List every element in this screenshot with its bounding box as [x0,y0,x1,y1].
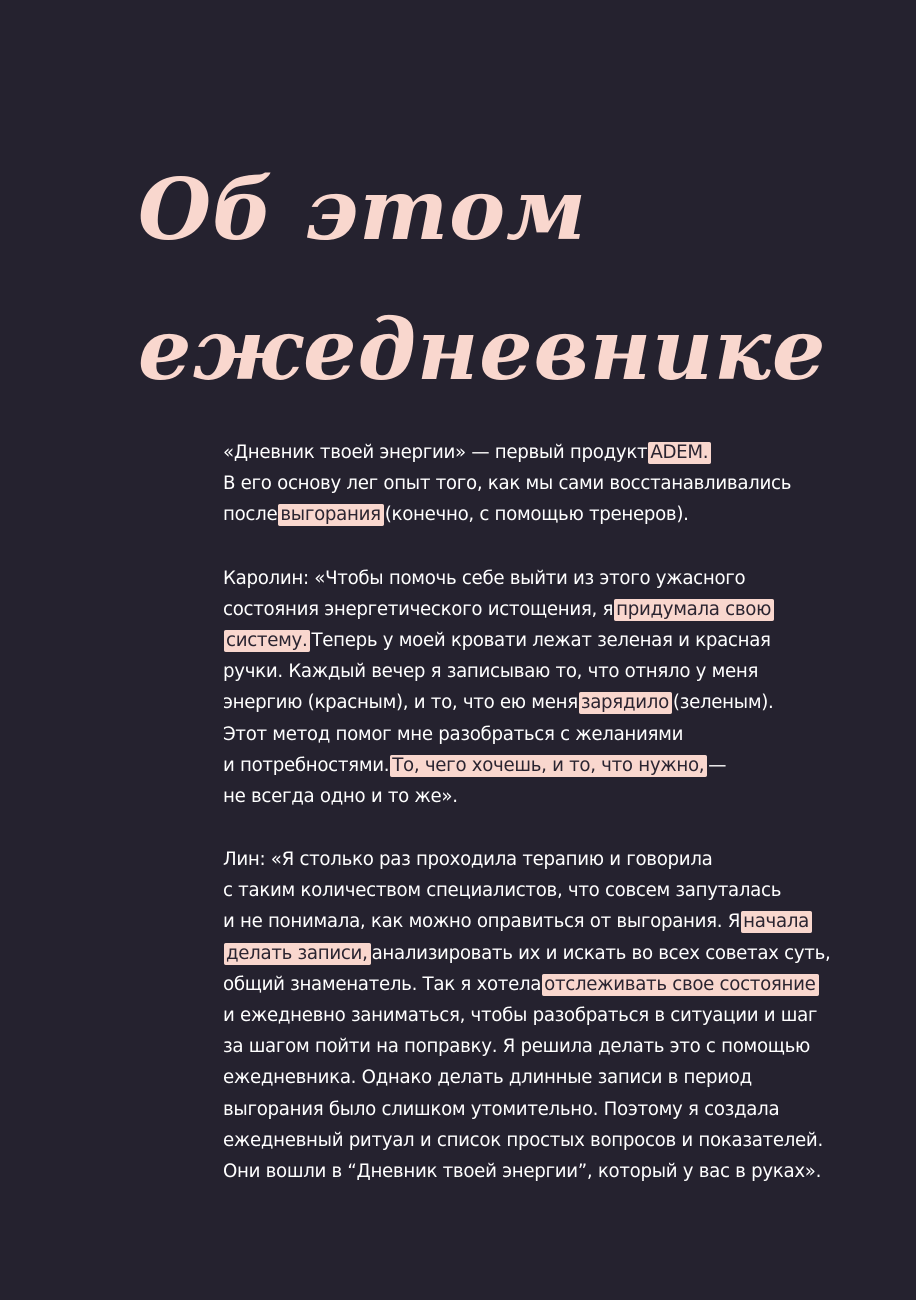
text-segment: после [223,504,278,526]
text-line [223,499,863,530]
highlighted-text: выгорания [278,504,383,526]
text-segment: ручки. Каждый вечер я записываю то, что отняло у меня [223,661,759,683]
text-segment: энергию (красным), и то, что ею меня [223,692,578,714]
highlighted-text: зарядило [579,692,672,714]
highlighted-text: То, чего хочешь, и то, что нужно, [390,755,707,777]
text-line [223,437,863,468]
highlighted-text: начала [741,911,812,933]
text-line [223,1094,863,1125]
text-line [223,625,863,656]
text-line [223,1031,863,1062]
page-title-line-1: Об этом [138,160,588,259]
highlighted-text: отслеживать свое состояние [542,974,818,996]
text-segment: ежедневника. Однако делать длинные записи в период [223,1067,752,1089]
text-segment: (конечно, с помощью тренеров). [384,504,689,526]
paragraph-karolin-quote [223,563,863,813]
text-segment: Теперь у моей кровати лежат зеленая и красная [311,629,771,651]
paragraph-lin-quote [223,844,863,1187]
text-segment: Они вошли в “Дневник твоей энергии”, который у вас в руках». [223,1160,822,1182]
text-line [223,719,863,750]
body-text [223,437,863,1187]
text-line [223,563,863,594]
text-line [223,1062,863,1093]
text-segment: «Дневник твоей энергии» — первый продукт [223,442,648,463]
text-line [223,781,863,812]
highlighted-text: придумала свою [614,599,774,621]
text-line [223,875,863,906]
page-title-line-2: ежедневнике [138,300,827,399]
paragraph-gap [223,531,863,563]
text-segment: с таким количеством специалистов, что совсем запуталась [223,880,782,902]
text-line [223,906,863,937]
text-line [223,1125,863,1156]
text-segment: и потребностями. [223,754,390,776]
text-line [223,844,863,875]
text-segment: — [708,754,727,776]
text-segment: Каролин: «Чтобы помочь себе выйти из этого ужасного [223,567,746,589]
text-segment: общий знаменатель. Так я хотела [223,973,542,995]
text-line [223,1000,863,1031]
text-line [223,938,863,969]
text-segment: (зеленым). [672,692,774,714]
text-segment: выгорания было слишком утомительно. Поэтому я создала [223,1098,780,1120]
highlighted-text: ADEM. [648,442,711,464]
text-segment: Лин: «Я столько раз проходила терапию и говорила [223,849,713,871]
text-segment: и ежедневно заниматься, чтобы разобраться в ситуации и шаг [223,1005,818,1026]
text-line [223,594,863,625]
text-segment: Этот метод помог мне разобраться с желаниями [223,723,684,745]
text-line [223,468,863,499]
highlighted-text: делать записи, [224,943,371,965]
text-segment: за шагом пойти на поправку. Я решила делать это с помощью [223,1036,811,1058]
text-segment: состояния энергетического истощения, я [223,598,614,620]
text-segment: не всегда одно и то же». [223,785,458,807]
text-line [223,969,863,1000]
text-line [223,1156,863,1187]
text-segment: В его основу лег опыт того, как мы сами восстанавливались [223,473,792,495]
text-line [223,656,863,687]
text-line [223,687,863,718]
text-segment: ежедневный ритуал и список простых вопросов и показателей. [223,1129,823,1151]
page-title [138,140,826,420]
paragraph-intro [223,437,863,531]
text-line [223,750,863,781]
text-segment: и не понимала, как можно оправиться от выгорания. Я [223,911,741,933]
text-segment: анализировать их и искать во всех советах суть, [371,942,831,964]
highlighted-text: систему. [224,630,310,652]
paragraph-gap [223,812,863,844]
